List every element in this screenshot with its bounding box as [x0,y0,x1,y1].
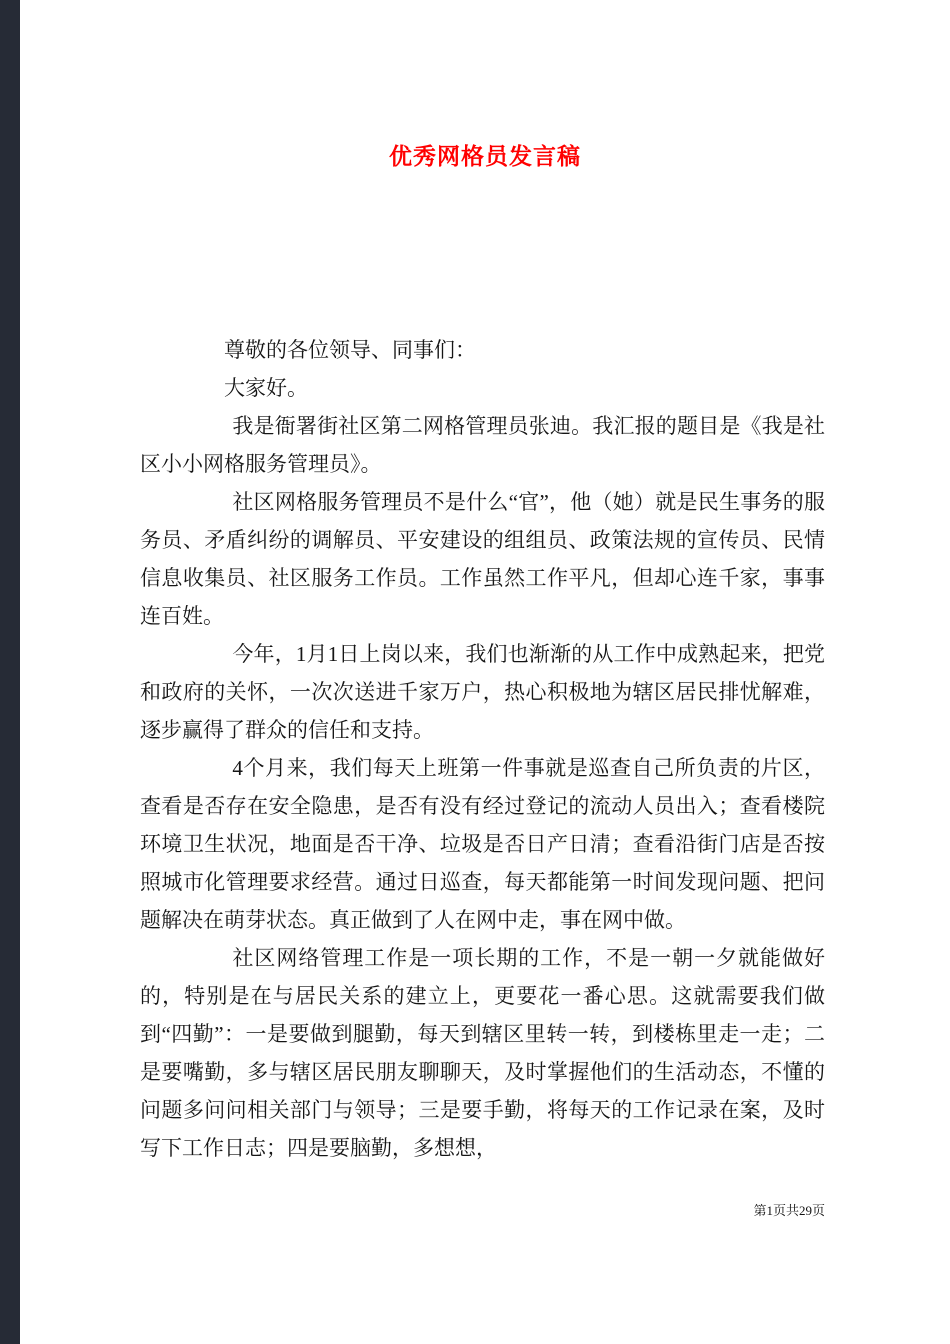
paragraph-role-description: 社区网格服务管理员不是什么“官”，他（她）就是民生事务的服务员、矛盾纠纷的调解员、平安建设的组组员、政策法规的宣传员、民情信息收集员、社区服务工作员。工作虽然工作平凡，但却心连千家，事事连百姓。 [140,490,825,628]
paragraph-introduction: 我是衙署街社区第二网格管理员张迪。我汇报的题目是《我是社区小小网格服务管理员》。 [140,414,825,476]
page-number-indicator: 第1页共29页 [753,1203,825,1218]
paragraph-salutation: 尊敬的各位领导、同事们： [224,338,476,362]
document-body [20,331,950,1167]
viewer-edge-strip [0,0,20,1344]
document-page [20,0,950,1344]
paragraph-four-diligences: 社区网络管理工作是一项长期的工作，不是一朝一夕就能做好的，特别是在与居民关系的建立上，更要花一番心思。这就需要我们做到“四勤”：一是要做到腿勤，每天到辖区里转一转，到楼栋里走一走；二是要嘴勤，多与辖区居民朋友聊聊天，及时掌握他们的生活动态，不懂的问题多问问相关部门与领导；三是要手勤，将每天的工作记录在案，及时写下工作日志；四是要脑勤，多想想， [140,946,825,1160]
paragraph-greeting: 大家好。 [224,376,308,400]
paragraph-daily-patrol: 4个月来，我们每天上班第一件事就是巡查自己所负责的片区，查看是否存在安全隐患，是否有没有经过登记的流动人员出入；查看楼院环境卫生状况，地面是否干净、垃圾是否日产日清；查看沿街门店是否按照城市化管理要求经营。通过日巡查，每天都能第一时间发现问题、把问题解决在萌芽状态。真正做到了人在网中走，事在网中做。 [140,756,825,932]
document-title: 优秀网格员发言稿 [389,144,581,169]
paragraph-work-growth: 今年，1月1日上岗以来，我们也渐渐的从工作中成熟起来，把党和政府的关怀，一次次送进千家万户，热心积极地为辖区居民排忧解难，逐步赢得了群众的信任和支持。 [140,642,825,742]
